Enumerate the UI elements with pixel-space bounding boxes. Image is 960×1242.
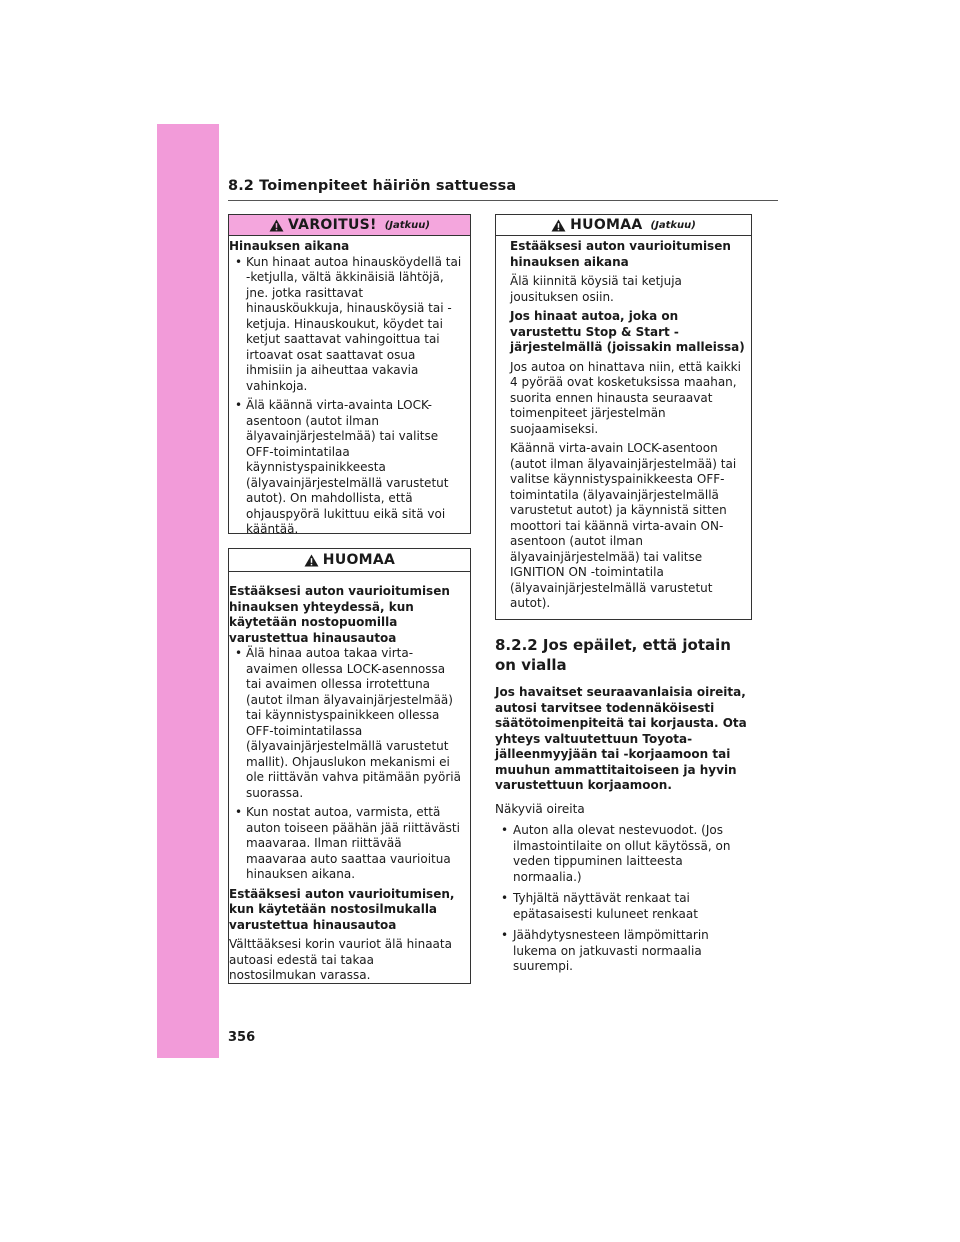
section-title: 8.2.2 Jos epäilet, että jotain on vialla bbox=[495, 636, 731, 674]
list-item: • Tyhjältä näyttävät renkaat tai epätasaisesti kuluneet renkaat bbox=[501, 891, 698, 921]
notice-box-2-title: HUOMAA bbox=[570, 217, 643, 233]
warning-bullets bbox=[229, 255, 462, 538]
notice-2-heading-1: Estääksesi auton vaurioitumisen hinauksen aikana bbox=[510, 239, 731, 269]
list-item: • Kun hinaat autoa hinausköydellä tai -ketjulla, vältä äkkinäisiä lähtöjä, jne. jotka rasittavat hinausköukkuja, hinausköysiä tai -ketjuja. Hinauskoukut, köydet tai ketjut saattavat vahingoittua tai irtoavat osat saattavat osua ihmisiin ja aiheuttaa vakavia vahinkoja. bbox=[235, 254, 462, 393]
notice-box-1 bbox=[228, 548, 471, 984]
notice-box-2 bbox=[495, 214, 752, 620]
page-header-title: 8.2 Toimenpiteet häiriön sattuessa bbox=[228, 178, 517, 194]
warning-box-title: VAROITUS! bbox=[288, 217, 377, 233]
warning-box bbox=[228, 214, 471, 534]
warning-triangle-icon bbox=[304, 554, 319, 567]
list-item: • Älä käännä virta-avainta LOCK-asentoon (autot ilman älyavainjärjestelmää) tai valitse OFF-toimintatilaa käynnistyspainikkeesta (älyavainjärjestelmällä varustetut autot). On mahdollista, että ohjauspyörä lukittuu eikä sitä voi kääntää. bbox=[235, 398, 449, 536]
notice-box-2-subtitle: (Jatkuu) bbox=[650, 219, 696, 231]
warning-box-subtitle: (Jatkuu) bbox=[384, 219, 430, 231]
symptom-bullets bbox=[495, 823, 750, 975]
section-intro: Jos havaitset seuraavanlaisia oireita, autosi tarvitsee todennäköisesti säätötoimenpiteitä tai korjausta. Ota yhteys valtuutettuun Toyota-jälleenmyyjään tai -korjaamoon tai muuhun ammattitaitoiseen ja hyvin varustettuun korjaamoon. bbox=[495, 685, 747, 792]
warning-triangle-icon bbox=[551, 219, 566, 232]
notice-1-text-2: Välttääksesi korin vauriot älä hinaata autoasi edestä tai takaa nostosilmukan varassa. bbox=[229, 937, 452, 982]
list-item: • Älä hinaa autoa takaa virta-avaimen ollessa LOCK-asennossa tai avaimen ollessa irrotettuna (autot ilman älyavainjärjestelmää) tai käynnistyspainikkeen ollessa OFF-toimintatilassa (älyavainjärjestelmällä varustetut mallit). Ohjauslukon mekanismi ei ole riittävän vahva pitämään pyöriä suorassa. bbox=[235, 646, 461, 800]
notice-box-2-body bbox=[496, 236, 751, 624]
notice-2-text-2: Jos autoa on hinattava niin, että kaikki 4 pyörää ovat kosketuksissa maahan, suorita ennen hinausta seuraavat toimenpiteet järjestelmän suojaamiseksi. bbox=[510, 359, 741, 436]
section-body bbox=[495, 685, 750, 981]
side-color-strip bbox=[157, 124, 219, 1058]
notice-box-1-header bbox=[229, 549, 470, 572]
warning-box-body bbox=[229, 236, 470, 550]
notice-1-heading-2: Estääksesi auton vaurioitumisen, kun käytetään nostosilmukalla varustettua hinausautoa bbox=[229, 886, 455, 932]
notice-box-1-body bbox=[229, 572, 470, 996]
warning-box-heading: Hinauksen aikana bbox=[229, 239, 350, 253]
notice-2-text-3: Käännä virta-avain LOCK-asentoon (autot ilman älyavainjärjestelmää) tai valitse käynnistyspainikkeesta OFF-toimintatila (älyavainjärjestelmällä varustetut autot) ja käynnistä sitten moottori tai käännä virta-avain ON-asentoon (autot ilman älyavainjärjestelmää) tai valitse IGNITION ON -toimintatila (älyavainjärjestelmällä varustetut autot). bbox=[510, 441, 737, 610]
page-number: 356 bbox=[228, 1030, 256, 1045]
list-item: • Jäähdytysnesteen lämpömittarin lukema on jatkuvasti normaalia suurempi. bbox=[501, 928, 709, 973]
notice-box-1-title: HUOMAA bbox=[322, 552, 396, 568]
list-item: • Kun nostat autoa, varmista, että auton toiseen päähän jää riittävästi maavaraa. Ilman riittävää maavaraa auto saattaa vaurioitua hinauksen aikana. bbox=[235, 805, 460, 881]
page-header bbox=[228, 178, 778, 194]
notice-2-text-1: Älä kiinnitä köysiä tai ketjuja jousituksen osiin. bbox=[510, 274, 682, 304]
section-subheading: Näkyviä oireita bbox=[495, 801, 585, 816]
notice-2-heading-2: Jos hinaat autoa, joka on varustettu Stop & Start -järjestelmällä (joissakin malleissa) bbox=[510, 309, 745, 354]
notice-1-bullets bbox=[229, 646, 462, 883]
header-divider bbox=[228, 200, 778, 201]
notice-1-heading-1: Estääksesi auton vaurioitumisen hinauksen yhteydessä, kun käytetään nostopuomilla varustettua hinausautoa bbox=[229, 584, 450, 645]
list-item: • Auton alla olevat nestevuodot. (Jos ilmastointilaite on ollut käytössä, on veden tippuminen laitteesta normaalia.) bbox=[501, 823, 731, 884]
warning-triangle-icon bbox=[269, 219, 284, 232]
warning-box-header bbox=[229, 215, 470, 236]
notice-box-2-header bbox=[496, 215, 751, 236]
